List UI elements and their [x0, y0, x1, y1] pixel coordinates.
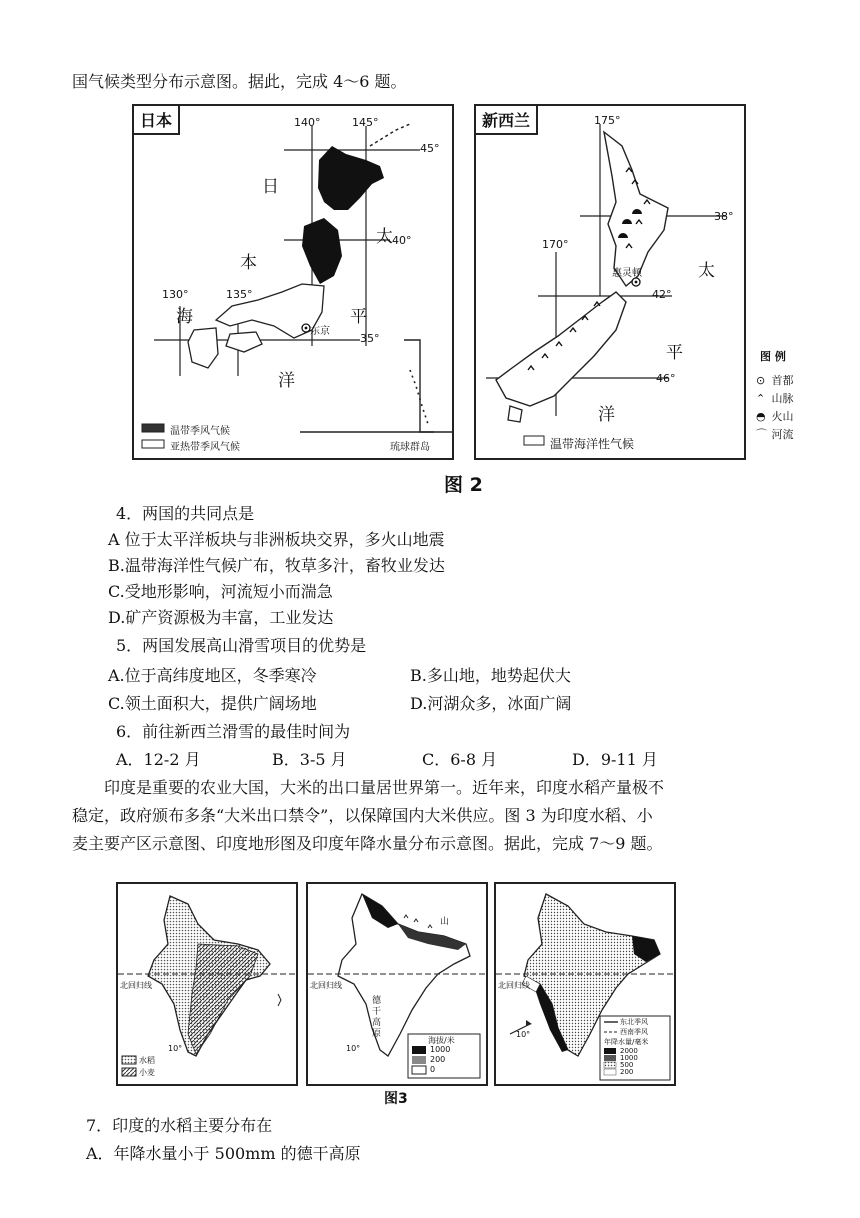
- map2-legend-200: 200: [430, 1055, 446, 1064]
- label-yang: 洋: [278, 371, 295, 391]
- q5-option-d: D.河湖众多，冰面广阔: [410, 694, 572, 713]
- q7-option-a: A．年降水量小于 500mm 的德干高原: [86, 1144, 361, 1163]
- passage-line-3: 麦主要产区示意图、印度地形图及印度年降水量分布示意图。据此，完成 7～9 题。: [72, 834, 663, 853]
- map2-tropic-label: 北回归线: [310, 981, 342, 990]
- map2-lat10-label: 10°: [346, 1044, 361, 1053]
- map3-legend-200: 200: [620, 1068, 634, 1076]
- plateau-char-4: 原: [372, 1029, 382, 1039]
- india-terrain-map: [306, 882, 488, 1086]
- q6-option-b: B．3-5 月: [272, 750, 347, 769]
- map3-lat10-label: 10°: [516, 1030, 531, 1039]
- legend-item-volcano: 火山: [771, 410, 794, 423]
- passage-line-2: 稳定，政府颁布多条“大米出口禁令”，以保障国内大米供应。图 3 为印度水稻、小: [72, 806, 653, 825]
- map2-legend-0: 0: [430, 1065, 436, 1074]
- lon-130-label: 130°: [162, 288, 189, 301]
- q6-stem: 6．前往新西兰滑雪的最佳时间为: [116, 722, 351, 741]
- new-zealand-map: [474, 104, 746, 460]
- fig2-legend: [756, 348, 836, 444]
- legend-item-river: 河流: [771, 428, 794, 441]
- india-crop-map: [116, 882, 298, 1086]
- japan-map-graphic: [134, 106, 452, 458]
- capital-wellington-label: 惠灵顿: [612, 268, 642, 279]
- q4-option-b: B.温带海洋性气候广布，牧草多汁，畜牧业发达: [108, 556, 445, 575]
- map1-legend-wheat: 小麦: [139, 1068, 155, 1077]
- japan-map-title: 日本: [134, 106, 180, 135]
- map2-mountain-label: 山: [440, 917, 450, 927]
- map3-legend-500: 500: [620, 1061, 634, 1069]
- lat-45-label: 45°: [420, 142, 440, 155]
- map1-legend-rice: 水稻: [139, 1056, 155, 1065]
- nz-label-tai: 太: [698, 261, 715, 281]
- q5-option-b: B.多山地，地势起伏大: [410, 666, 571, 685]
- lat-38-label: 38°: [714, 210, 734, 223]
- q6-option-a: A．12-2 月: [116, 750, 201, 769]
- map3-legend-ne-monsoon: 东北季风: [620, 1018, 648, 1026]
- map3-legend-sw-monsoon: 西南季风: [620, 1028, 648, 1036]
- map2-legend-1000: 1000: [430, 1045, 451, 1054]
- legend-temperate-monsoon: 温带季风气候: [170, 426, 230, 437]
- lat-35-label: 35°: [360, 332, 380, 345]
- q4-stem: 4．两国的共同点是: [116, 504, 255, 523]
- q5-option-c: C.领土面积大，提供广阔场地: [108, 694, 317, 713]
- map3-legend-1000: 1000: [620, 1054, 638, 1062]
- fig2-caption: 图 2: [444, 474, 483, 496]
- lat-42-label: 42°: [652, 288, 672, 301]
- q4-option-d: D.矿产资源极为丰富，工业发达: [108, 608, 334, 627]
- q6-option-c: C．6-8 月: [422, 750, 498, 769]
- q4-option-c: C.受地形影响，河流短小而湍急: [108, 582, 333, 601]
- fig2-legend-title: 图 例: [760, 350, 786, 363]
- legend-subtropical-monsoon: 亚热带季风气候: [170, 442, 240, 453]
- intro-tail: 国气候类型分布示意图。据此，完成 4～6 题。: [72, 72, 407, 91]
- map2-plateau-label: [372, 996, 381, 1040]
- nz-label-ping: 平: [666, 343, 683, 363]
- map1-tropic-label: 北回归线: [120, 981, 152, 990]
- q7-stem: 7．印度的水稻主要分布在: [86, 1116, 273, 1135]
- nz-map-title: 新西兰: [476, 106, 538, 135]
- map1-lat10-label: 10°: [168, 1044, 183, 1053]
- lon-175-label: 175°: [594, 114, 621, 127]
- lon-140-label: 140°: [294, 116, 321, 129]
- plateau-char-3: 高: [372, 1018, 382, 1028]
- capital-symbol-icon: ⊙: [756, 374, 766, 387]
- plateau-char-1: 德: [372, 996, 382, 1006]
- legend-item-capital: 首都: [771, 374, 794, 387]
- q5-stem: 5．两国发展高山滑雪项目的优势是: [116, 636, 367, 655]
- mountain-symbol-icon: ⌃: [756, 392, 766, 405]
- label-tai: 太: [376, 227, 393, 247]
- lat-46-label: 46°: [656, 372, 676, 385]
- legend-temperate-maritime: 温带海洋性气候: [550, 437, 635, 451]
- lon-170-label: 170°: [542, 238, 569, 251]
- river-symbol-icon: ⌒: [756, 428, 767, 441]
- map3-legend-2000: 2000: [620, 1047, 638, 1055]
- label-ben: 本: [240, 253, 257, 273]
- lon-135-label: 135°: [226, 288, 253, 301]
- q5-option-a: A.位于高纬度地区，冬季寒冷: [108, 666, 317, 685]
- label-ri: 日: [262, 177, 279, 197]
- lat-40-label: 40°: [392, 234, 412, 247]
- label-hai: 海: [176, 307, 193, 327]
- map3-legend-title: 年降水量/毫米: [604, 1038, 649, 1046]
- lon-145-label: 145°: [352, 116, 379, 129]
- label-ping: 平: [350, 307, 367, 327]
- plateau-char-2: 干: [372, 1007, 382, 1017]
- legend-item-mountain: 山脉: [771, 392, 794, 405]
- capital-tokyo-label: 东京: [310, 326, 330, 337]
- passage-line-1: 印度是重要的农业大国，大米的出口量居世界第一。近年来，印度水稻产量极不: [104, 778, 665, 797]
- india-precipitation-map: [494, 882, 676, 1086]
- japan-map: [132, 104, 454, 460]
- map2-legend-title: 海拔/米: [428, 1036, 455, 1045]
- fig3-caption: 图3: [384, 1091, 408, 1107]
- q4-option-a: A 位于太平洋板块与非洲板块交界，多火山地震: [108, 530, 445, 549]
- nz-label-yang: 洋: [598, 405, 615, 425]
- q6-option-d: D．9-11 月: [572, 750, 658, 769]
- map3-tropic-label: 北回归线: [498, 981, 530, 990]
- volcano-symbol-icon: ◓: [756, 410, 766, 423]
- inset-ryukyu-label: 琉球群岛: [390, 442, 430, 453]
